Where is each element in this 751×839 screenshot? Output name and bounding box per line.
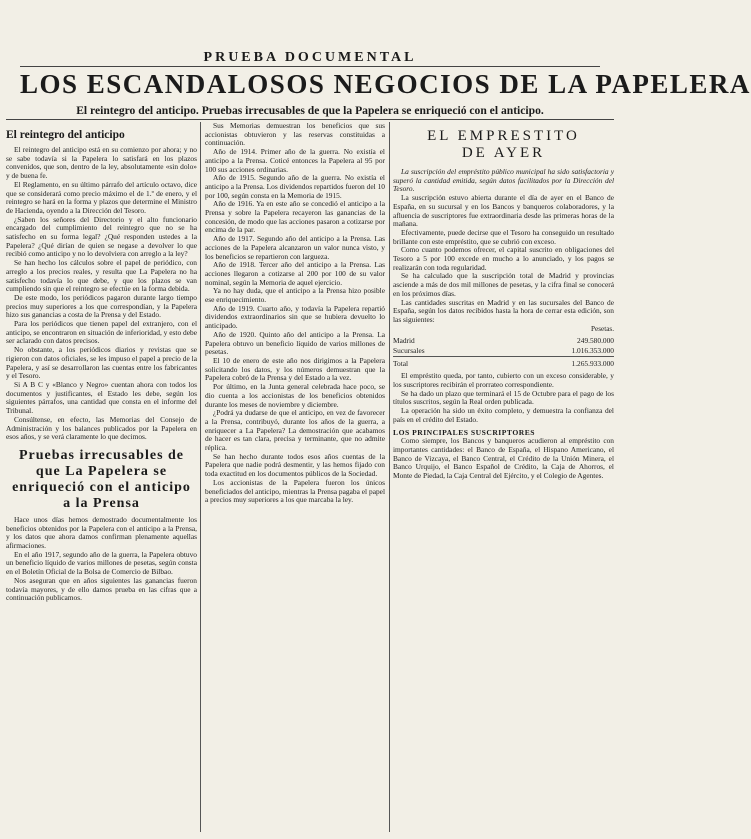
paragraph: Año de 1920. Quinto año del anticipo a la Prensa. La Papelera obtuvo un beneficio líquido de varios millones de pesetas. (205, 329, 385, 357)
rule-header-bottom (6, 119, 614, 120)
paragraph: Año de 1918. Tercer año del anticipo a la Prensa. Las acciones llegaron a cotizarse al 200 por 100 de su valor nominal, según la Memoria de aquel ejercicio. (205, 260, 385, 287)
paragraph: Para los periódicos que tienen papel del extranjero, con el anticipo, se encontraron en situación de inferioridad, y esto debe ser aclarado con datos precisos. (6, 319, 197, 346)
headline: LOS ESCANDALOSOS NEGOCIOS DE LA PAPELERA (20, 69, 751, 99)
paragraph: Hace unos días hemos demostrado documentalmente los beneficios obtenidos por la Papelera con el anticipo a la Prensa, y los datos que ahora damos confirman plenamente aquellas afirmaciones. (6, 514, 197, 551)
paragraph: La suscripción estuvo abierta durante el día de ayer en el Banco de España, en su sucursal y en los Bancos y banqueros colaboradores, y la afluencia de suscriptores fue extraordinaria desde las primeras horas de la mañana. (393, 193, 614, 229)
paragraph: Año de 1916. Ya en este año se concedió el anticipo a la Prensa y sobre la Papelera recayeron las ganancias de la concesión, de modo que las acciones pasaron a cotizarse por encima de la par. (205, 199, 385, 235)
money-row-amount: 1.016.353.000 (571, 346, 614, 356)
paragraph: El Reglamento, en su último párrafo del artículo octavo, dice que se considerará como precio máximo el de 1.º de enero, y el reintegro se hará en la forma y plazos que determine el Ministro de Hacienda, oyendo a la Dirección del Tesoro. (6, 179, 197, 215)
principales-suscriptores-title: LOS PRINCIPALES SUSCRIPTORES (393, 427, 536, 437)
money-table (393, 336, 614, 369)
paragraph: Ya no hay duda, que el anticipo a la Prensa hizo posible ese enriquecimiento. (205, 286, 385, 305)
paragraph: Sus Memorias demuestran los beneficios que sus accionistas obtuvieron y las reservas constituidas a continuación. (205, 121, 385, 148)
paragraph: Año de 1919. Cuarto año, y todavía la Papelera repartió dividendos extraordinarios sin que se hubiera devuelto lo anticipado. (205, 303, 385, 331)
column-3 (393, 122, 614, 834)
paragraph: Se han hecho los cálculos sobre el papel de periódico, con arreglo a los precios reales, y resulta que La Papelera no ha satisfecho todavía lo que debe, y que los plazos se van cumpliendo sin que el reintegro se efectúe en la forma debida. (6, 258, 197, 294)
column-3-paragraphs-3 (393, 437, 614, 481)
column-1-paragraphs (6, 146, 197, 442)
paragraph: En el año 1917, segundo año de la guerra, la Papelera obtuvo un beneficio líquido de varios millones de pesetas, según consta en el Boletín Oficial de la Bolsa de Comercio de Bilbao. (6, 549, 197, 577)
paragraph: Las cantidades suscritas en Madrid y en las sucursales del Banco de España, según los datos recibidos hasta la hora de cerrar esta edición, son las siguientes: (393, 297, 614, 324)
money-row (393, 346, 614, 357)
column-2-paragraphs (205, 122, 385, 505)
column-1 (6, 122, 197, 834)
paragraph: ¿Saben los señores del Directorio y el alto funcionario encargado del cumplimiento del reintegro que no se ha satisfecho en su forma legal? ¿Qué responden ustedes a la Papelera? ¿Qué dirían de quien se negase a devolver lo que recibió como anticipo y no lo devolviera con arreglo a la ley? (6, 214, 197, 259)
money-total-amount: 1.265.933.000 (487, 357, 614, 370)
paragraph: Por último, en la Junta general celebrada hace poco, se dio cuenta a los accionistas de los beneficios obtenidos durante los meses de noviembre y diciembre. (205, 382, 385, 409)
paragraph: Año de 1915. Segundo año de la guerra. No existía el anticipo a la Prensa. Los dividendos repartidos fueron del 10 por 100, según consta en la Memoria de 1915. (205, 173, 385, 200)
kicker: PRUEBA DOCUMENTAL (203, 50, 417, 65)
emprestito-subtitle: DE AYER (461, 145, 546, 161)
paragraph: ¿Podrá ya dudarse de que el anticipo, en vez de favorecer a la Prensa, contribuyó, durante los años de la guerra, a enriquecer a La Papelera? La demostración que acabamos de hacer es tan clara, precisa y terminante, que no admite réplica. (205, 408, 385, 453)
emprestito-title: EL EMPRESTITO (427, 128, 580, 144)
paragraph: De este modo, los periódicos pagaron durante largo tiempo precios muy superiores a los que correspondían, y la Papelera hizo sus ganancias a costa de la Prensa y del Estado. (6, 292, 197, 320)
emprestito-intro: La suscripción del empréstito público municipal ha sido satisfactoria y superó la cantidad emitida, según datos facilitados por la Dirección del Tesoro. (393, 167, 614, 194)
paragraph: Año de 1917. Segundo año del anticipo a la Prensa. Las acciones de la Papelera alcanzaron un valor nunca visto, y los beneficios se repartieron con largueza. (205, 234, 385, 261)
column-3-paragraphs-2 (393, 372, 614, 424)
section-title-reintegro: El reintegro del anticipo (6, 129, 125, 141)
rule-top (20, 66, 600, 67)
money-total-row (393, 357, 614, 370)
money-row-label: Sucursales (393, 346, 425, 356)
money-total-label: Total (393, 357, 487, 370)
paragraph: Los accionistas de la Papelera fueron los únicos beneficiados del anticipo, mientras la Prensa pagaba el papel a precios muy superiores a los que marcaba la ley. (205, 477, 385, 505)
paragraph: Se han hecho durante todos esos años cuentas de la Papelera que nadie podrá desmentir, y las hemos fijado con toda exactitud en los documentos públicos de la Sociedad. (205, 451, 385, 479)
paragraph: Si A B C y «Blanco y Negro» cuentan ahora con todos los documentos y justificantes, el Estado les debe, según los siguientes párrafos, una cantidad que consta en el informe del Tribunal. (6, 379, 197, 416)
paragraph: El 10 de enero de este año nos dirigimos a la Papelera solicitando los datos, y los números demuestran que la Papelera cobró de la Prensa y del Estado a la vez. (205, 355, 385, 383)
paragraph: Efectivamente, puede decirse que el Tesoro ha conseguido un resultado brillante con este empréstito, que se cubrió con exceso. (393, 227, 614, 246)
money-row-amount: 249.580.000 (577, 336, 614, 346)
paragraph: Como siempre, los Bancos y banqueros acudieron al empréstito con importantes cantidades: el Banco de España, el Hispano Americano, el Banco de Vizcaya, el Banco Central, el Crédito de la Unión Minera, el Banco Urquijo, el Banco Español de Crédito, la Caja de Ahorros, el Monte de Piedad, la Caja Central del Ejército, y el Colegio de Agentes. (393, 436, 614, 481)
column-1-paragraphs-2 (6, 516, 197, 603)
paragraph: El empréstito queda, por tanto, cubierto con un exceso considerable, y los suscriptores recibirán el prorrateo correspondiente. (393, 371, 614, 390)
money-table-header: Pesetas. (591, 324, 614, 333)
column-divider-2 (389, 122, 390, 832)
column-3-paragraphs (393, 194, 614, 325)
paragraph: Se ha calculado que la suscripción total de Madrid y provincias asciende a más de dos mil millones de pesetas, y la cifra final se conocerá en los próximos días. (393, 271, 614, 298)
paragraph: Nos aseguran que en años siguientes las ganancias fueron todavía mayores, y de ello damos prueba en las cifras que a continuación publicamos. (6, 575, 197, 603)
paragraph: El reintegro del anticipo está en su comienzo por ahora; y no se sabe todavía si la Papelera lo satisfará en los plazos convenidos, que son, dentro de la ley, absolutamente «sin dolo» y de buena fe. (6, 145, 197, 181)
money-row-label: Madrid (393, 336, 415, 346)
money-row (393, 336, 614, 346)
subhead: El reintegro del anticipo. Pruebas irrecusables de que la Papelera se enriqueció con el anticipo. (76, 104, 544, 117)
paragraph: Año de 1914. Primer año de la guerra. No existía el anticipo a la Prensa. Coticé entonces la Papelera al 95 por 100 sus acciones ordinarias. (205, 147, 385, 174)
paragraph: Se ha dado un plazo que terminará el 15 de Octubre para el pago de los títulos suscritos, según la Real orden publicada. (393, 388, 614, 407)
column-divider-1 (200, 122, 201, 832)
paragraph: No obstante, a los periódicos diarios y revistas que se rigieron con datos oficiales, se les impuso el papel a precio de la Papelera, y así se desarrollaron las cuentas entre los fabricantes y el Tesoro. (6, 345, 197, 381)
paragraph: La operación ha sido un éxito completo, y demuestra la confianza del país en el crédito del Estado. (393, 406, 614, 424)
paragraph: Como cuanto podemos ofrecer, el capital suscrito en obligaciones del Tesoro a 5 por 100 excede en mucho a lo anunciado, y los pagos se realizarán con toda regularidad. (393, 245, 614, 272)
section-title-pruebas: Pruebas irrecusables de que La Papelera se enriqueció con el anticipo a la Prensa (12, 447, 191, 511)
column-2 (205, 122, 385, 834)
paragraph: Consúltense, en efecto, las Memorias del Consejo de Administración y los balances publicados por la Papelera en esos años, y se verá claramente lo que decimos. (6, 414, 197, 442)
